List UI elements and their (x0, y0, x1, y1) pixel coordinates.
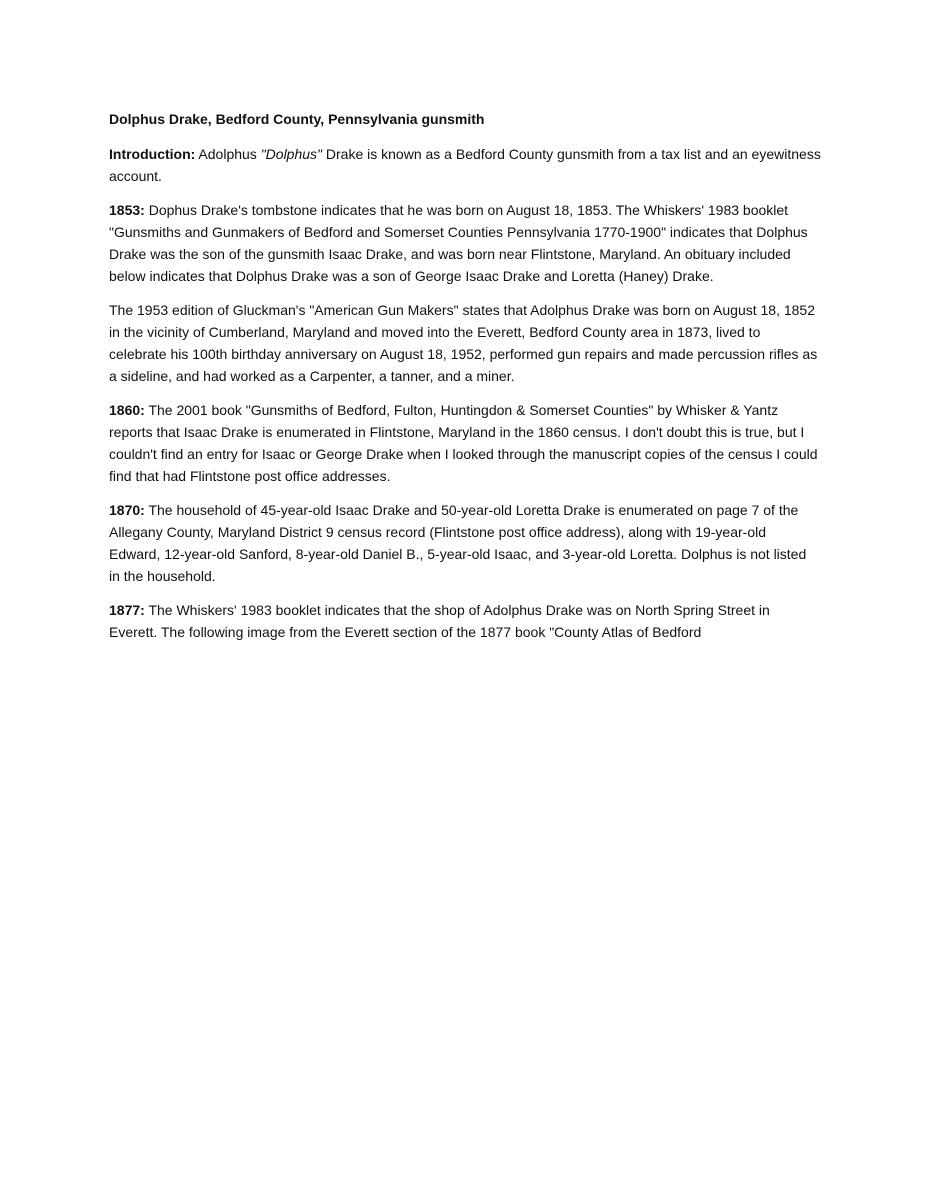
paragraph-1877 (109, 599, 821, 643)
paragraph-gluckman-1953: The 1953 edition of Gluckman's "American Gun Makers" states that Adolphus Drake was born on August 18, 1852 in the vicinity of Cumberland, Maryland and moved into the Everett, Bedford County area in 1873, lived to celebrate his 100th birthday anniversary on August 18, 1952, performed gun repairs and made percussion rifles as a sideline, and had worked as a Carpenter, a tanner, and a miner. (109, 302, 818, 384)
paragraph-1870 (109, 499, 821, 587)
paragraph-1870-text: The household of 45-year-old Isaac Drake and 50-year-old Loretta Drake is enumerated on page 7 of the Allegany County, Maryland District 9 census record (Flintstone post office address), along with 19-year-old Edward, 12-year-old Sanford, 8-year-old Daniel B., 5-year-old Isaac, and 3-year-old Loretta. Dolphus is not listed in the household. (109, 502, 807, 584)
paragraph-1877-text: The Whiskers' 1983 booklet indicates that the shop of Adolphus Drake was on North Spring Street in Everett. The following image from the Everett section of the 1877 book "County Atlas of Bedford (109, 602, 770, 640)
introduction-nickname: "Dolphus" (260, 146, 323, 162)
document-title: Dolphus Drake, Bedford County, Pennsylvania gunsmith (109, 111, 485, 127)
introduction-text-after: Drake is known as a Bedford County gunsmith from a tax list and an eyewitness account. (109, 146, 821, 184)
year-label-1877: 1877: (109, 602, 145, 618)
paragraph-1860 (109, 399, 821, 487)
year-label-1860: 1860: (109, 402, 145, 418)
paragraph-1853 (109, 199, 821, 287)
document-body (109, 108, 821, 655)
paragraph-1860-text: The 2001 book "Gunsmiths of Bedford, Fulton, Huntingdon & Somerset Counties" by Whisker & Yantz reports that Isaac Drake is enumerated in Flintstone, Maryland in the 1860 census. I don't doubt this is true, but I couldn't find an entry for Isaac or George Drake when I looked through the manuscript copies of the census I could find that had Flintstone post office addresses. (109, 402, 818, 484)
introduction-text-before: Adolphus (195, 146, 261, 162)
introduction-label: Introduction: (109, 146, 196, 162)
paragraph-introduction (109, 143, 821, 187)
year-label-1853: 1853: (109, 202, 145, 218)
year-label-1870: 1870: (109, 502, 145, 518)
paragraph-1853-text: Dophus Drake's tombstone indicates that he was born on August 18, 1853. The Whiskers' 1983 booklet "Gunsmiths and Gunmakers of Bedford and Somerset Counties Pennsylvania 1770-1900" indicates that Dolphus Drake was the son of the gunsmith Isaac Drake, and was born near Flintstone, Maryland. An obituary included below indicates that Dolphus Drake was a son of George Isaac Drake and Loretta (Haney) Drake. (109, 202, 808, 284)
